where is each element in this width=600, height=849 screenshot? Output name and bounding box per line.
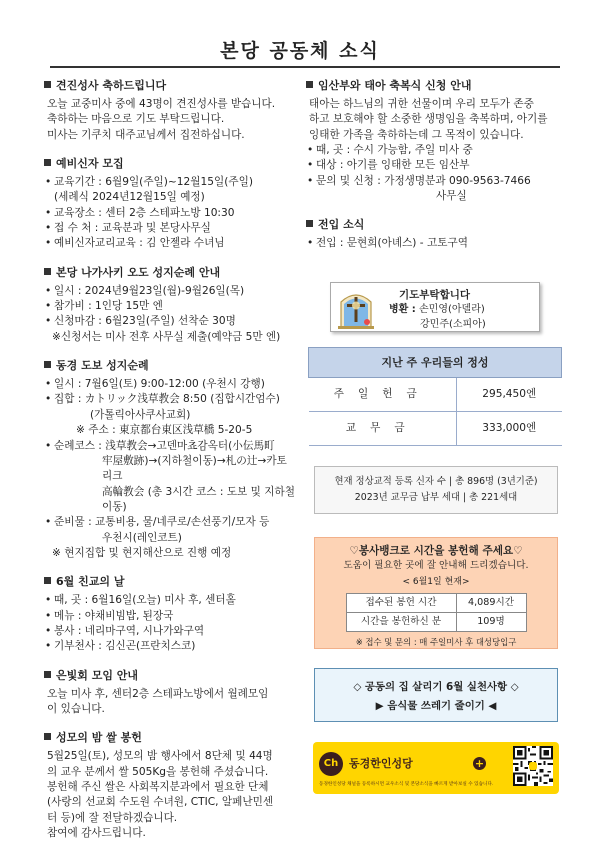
volunteer-subtitle: 도움이 필요한 곳에 잘 안내해 드리겠습니다. (343, 560, 529, 572)
section-catechumen (44, 156, 296, 252)
list-item: • 참가비 : 1인당 15만 엔 (44, 299, 296, 314)
offering-table (308, 347, 562, 446)
offering-value: 333,000엔 (457, 412, 562, 446)
section-picnic (44, 574, 296, 654)
prayer-name: 강민주(소피아) (420, 318, 486, 330)
add-channel-button[interactable]: + (474, 757, 485, 770)
picnic-heading: 6월 친교의 날 (56, 575, 125, 589)
list-item: • 때, 곳 : 6월16일(오늘) 미사 후, 센터홀 (44, 593, 296, 608)
page-title: 본당 공동체 소식 (220, 40, 380, 62)
list-item: • 신청마감 : 6월23일(주일) 선착순 30명 (44, 314, 296, 329)
section-pregnancy-blessing (306, 78, 562, 204)
table-row (309, 378, 562, 412)
transfer-heading: 전입 소식 (318, 218, 365, 232)
list-item: • 대상 : 아기를 잉태한 모든 임산부 (306, 158, 562, 173)
rice-line: (사랑의 선교회 수도원 수녀원, CTIC, 알페난민센 (47, 796, 274, 809)
elderly-heading: 은빛회 모임 안내 (56, 668, 139, 682)
volunteer-date: < 6월1일 현재> (402, 577, 470, 588)
confirmation-line: 미사는 기쿠치 대주교님께서 집전하십니다. (47, 128, 245, 141)
prayer-label: 병환 : (389, 304, 416, 316)
square-bullet-icon (44, 268, 51, 275)
green-title: ◇ 공동의 집 살리기 6월 실천사항 ◇ (353, 681, 519, 693)
square-bullet-icon (44, 159, 51, 166)
right-column (306, 78, 562, 265)
left-column (44, 78, 296, 849)
list-item: • 교육장소 : 센터 2층 스테파노방 10:30 (44, 206, 296, 221)
kakao-channel-banner[interactable] (313, 742, 559, 794)
offering-label: 주일헌금 (309, 378, 457, 412)
volunteer-title: ♡봉사뱅크로 시간을 봉헌해 주세요♡ (349, 545, 523, 557)
channel-description: 동경한인성당 채널을 등록하시면 교우소식 및 본당소식을 빠르게 받아보실 수 있습니다. (319, 782, 494, 787)
confirmation-line: 축하하는 마음으로 기도 부탁드립니다. (47, 113, 225, 126)
elderly-line: 오늘 미사 후, 센터2층 스테파노방에서 월례모임 (47, 687, 269, 700)
volunteer-bank-box (314, 537, 558, 649)
rice-line: 5월25일(토), 성모의 밤 행사에서 8단체 및 44명 (47, 750, 273, 763)
table-row: 시간을 봉헌하신 분 109명 (346, 613, 526, 632)
confirmation-line: 오늘 교중미사 중에 43명이 견진성사를 받습니다. (47, 97, 276, 110)
list-item: • 순례코스 : 浅草教会→고덴마쵸감옥터(小伝馬町 牢屋敷跡)→(지하철이동)→札の辻→카토리크 高輪教会 (총 3시간 코스 : 도보 및 지하철 이동) (44, 439, 296, 516)
section-pilgrimage (44, 265, 296, 345)
pregnant-line: 태아는 하느님의 귀한 선물이며 우리 모두가 존중 (309, 97, 534, 110)
catechumen-heading: 예비신자 모집 (56, 157, 124, 171)
walking-heading: 동경 도보 성지순례 (56, 359, 149, 373)
square-bullet-icon (44, 733, 51, 740)
section-confirmation (44, 78, 296, 143)
list-item: • 예비신자교리교육 : 김 안젤라 수녀님 (44, 236, 296, 251)
channel-logo-icon: Ch (319, 752, 343, 776)
square-bullet-icon (44, 81, 51, 88)
offering-heading: 지난 주 우리들의 정성 (309, 348, 562, 378)
list-item: • 때, 곳 : 수시 가능함, 주일 미사 중 (306, 143, 562, 158)
table-row (309, 412, 562, 446)
confirmation-heading: 견진성사 축하드립니다 (56, 79, 167, 92)
prayer-title: 기도부탁합니다 (399, 289, 471, 301)
pilgrimage-heading: 본당 나가사키 오도 성지순례 안내 (56, 265, 221, 279)
rice-line: 터 등)에 잘 전달하겠습니다. (47, 811, 178, 824)
section-elderly (44, 668, 296, 718)
rice-line: 봉헌해 주신 쌀은 사회복지분과에서 필요한 단체 (47, 781, 269, 794)
list-item: • 일시 : 7월6일(토) 9:00-12:00 (우천시 강행) (44, 377, 296, 392)
section-rice (44, 730, 296, 841)
prayer-name: 손민영(아델라) (419, 304, 485, 316)
elderly-line: 이 있습니다. (47, 703, 105, 716)
pregnant-line: 하고 보호해야 할 소중한 생명임을 축복하며, 아기를 (309, 113, 548, 126)
channel-name: 동경한인성당 (349, 757, 413, 770)
list-item: • 일시 : 2024년9월23일(월)-9월26일(목) (44, 284, 296, 299)
walking-note: ※ 현지집합 및 현지해산으로 진행 예정 (52, 547, 232, 560)
offering-value: 295,450엔 (457, 378, 562, 412)
list-item: • 문의 및 신청 : 가정생명분과 090-9563-7466 사무실 (306, 174, 562, 205)
list-item: • 기부천사 : 김신곤(프란치스코) (44, 639, 296, 654)
square-bullet-icon (44, 671, 51, 678)
square-bullet-icon (306, 81, 313, 88)
green-practice-box (314, 668, 558, 722)
square-bullet-icon (44, 577, 51, 584)
title-divider (50, 66, 560, 68)
volunteer-contact: ※ 접수 및 문의 : 매 주일미사 후 대성당입구 (355, 637, 517, 648)
list-item: • 전입 : 문현희(아녜스) - 고토구역 (306, 236, 562, 251)
prayer-request-box (330, 282, 540, 332)
prayer-cross-icon (335, 286, 377, 330)
registration-line: 현재 정상교적 등록 신자 수 | 총 896명 (3년기준) (334, 476, 538, 487)
offering-label: 교무금 (309, 412, 457, 446)
registration-line: 2023년 교무금 납부 세대 | 총 221세대 (354, 491, 518, 503)
pregnant-heading: 임산부와 태아 축복식 신청 안내 (318, 79, 472, 92)
registration-box (314, 466, 558, 514)
green-action: ▶ 음식물 쓰레기 줄이기 ◀ (375, 699, 497, 712)
list-item: • 집합 : カトリック浅草教会 8:50 (집합시간엄수) (가톨릭아사쿠사교회) ※ 주소 : 東京都台東区浅草橋 5-20-5 (44, 392, 296, 438)
square-bullet-icon (44, 361, 51, 368)
section-walking-pilgrimage (44, 358, 296, 561)
list-item: • 교육기간 : 6월9일(주일)~12월15일(주일) (세례식 2024년12월15일 예정) (44, 175, 296, 206)
pregnant-line: 잉태한 가족을 축하하는데 그 목적이 있습니다. (309, 128, 524, 141)
qr-code-icon[interactable] (513, 746, 553, 786)
list-item: • 준비물 : 교통비용, 물/네쿠로/손선풍기/모자 등 우천시(레인코트) (44, 515, 296, 546)
list-item: • 봉사 : 네리마구역, 시나가와구역 (44, 624, 296, 639)
list-item: • 메뉴 : 야채비빔밥, 된장국 (44, 609, 296, 624)
square-bullet-icon (306, 220, 313, 227)
table-row: 접수된 봉헌 시간 4,089시간 (346, 594, 526, 613)
rice-heading: 성모의 밤 쌀 봉헌 (56, 731, 142, 745)
volunteer-table (346, 593, 527, 632)
section-transfer (306, 217, 562, 251)
list-item: • 접 수 처 : 교육분과 및 본당사무실 (44, 221, 296, 236)
rice-line: 참여에 감사드립니다. (47, 827, 146, 840)
rice-line: 의 교우 분께서 쌀 505Kg을 봉헌해 주셨습니다. (47, 765, 269, 778)
pilgrimage-note: ※신청서는 미사 전후 사무실 제출(예약금 5만 엔) (52, 330, 281, 343)
